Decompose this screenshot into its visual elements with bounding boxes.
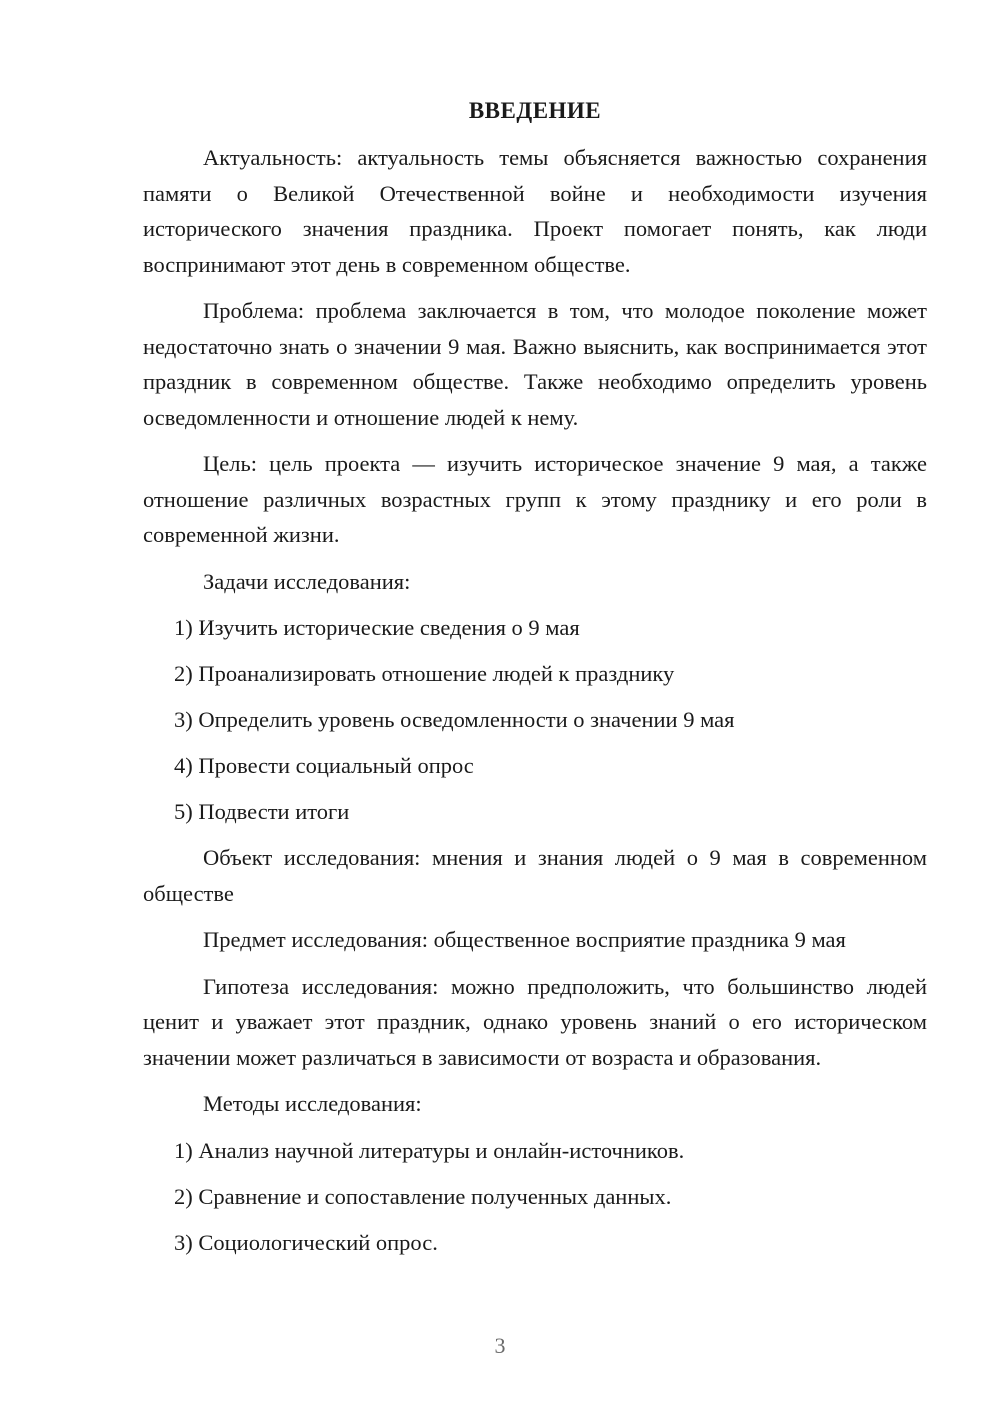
subject-paragraph: Предмет исследования: общественное восприятие праздника 9 мая	[203, 927, 846, 952]
methods-title: Методы исследования:	[203, 1091, 422, 1116]
goal-paragraph: Цель: цель проекта — изучить историческое значение 9 мая, а также отношение различных возрастных групп к этому празднику и его роли в современной жизни.	[143, 451, 927, 547]
object-paragraph: Объект исследования: мнения и знания людей о 9 мая в современном обществе	[143, 845, 927, 906]
document-body	[143, 96, 927, 1271]
section-heading: ВВЕДЕНИЕ	[468, 98, 602, 123]
list-item: 3) Определить уровень осведомленности о значении 9 мая	[174, 707, 735, 732]
list-item: 4) Провести социальный опрос	[174, 753, 474, 778]
list-item: 1) Изучить исторические сведения о 9 мая	[174, 615, 580, 640]
list-item: 3) Социологический опрос.	[174, 1229, 438, 1255]
tasks-list	[143, 610, 927, 830]
methods-list	[143, 1133, 927, 1261]
relevance-paragraph: Актуальность: актуальность темы объясняется важностью сохранения памяти о Великой Отечественной войне и необходимости изучения исторического значения праздника. Проект помогает понять, как люди воспринимают этот день в современном обществе.	[143, 145, 927, 277]
list-item: 5) Подвести итоги	[174, 799, 350, 824]
list-item: 2) Сравнение и сопоставление полученных данных.	[174, 1183, 672, 1209]
list-item: 1) Анализ научной литературы и онлайн-источников.	[174, 1137, 685, 1163]
page-number: 3	[494, 1333, 506, 1358]
list-item: 2) Проанализировать отношение людей к празднику	[174, 661, 675, 686]
hypothesis-paragraph: Гипотеза исследования: можно предположить, что большинство людей ценит и уважает этот праздник, однако уровень знаний о его историческом значении может различаться в зависимости от возраста и образования.	[143, 973, 927, 1070]
tasks-title: Задачи исследования:	[203, 568, 411, 594]
problem-paragraph: Проблема: проблема заключается в том, что молодое поколение может недостаточно знать о значении 9 мая. Важно выяснить, как воспринимается этот праздник в современном обществе. Также необходимо определить уровень осведомленности и отношение людей к нему.	[143, 298, 927, 430]
